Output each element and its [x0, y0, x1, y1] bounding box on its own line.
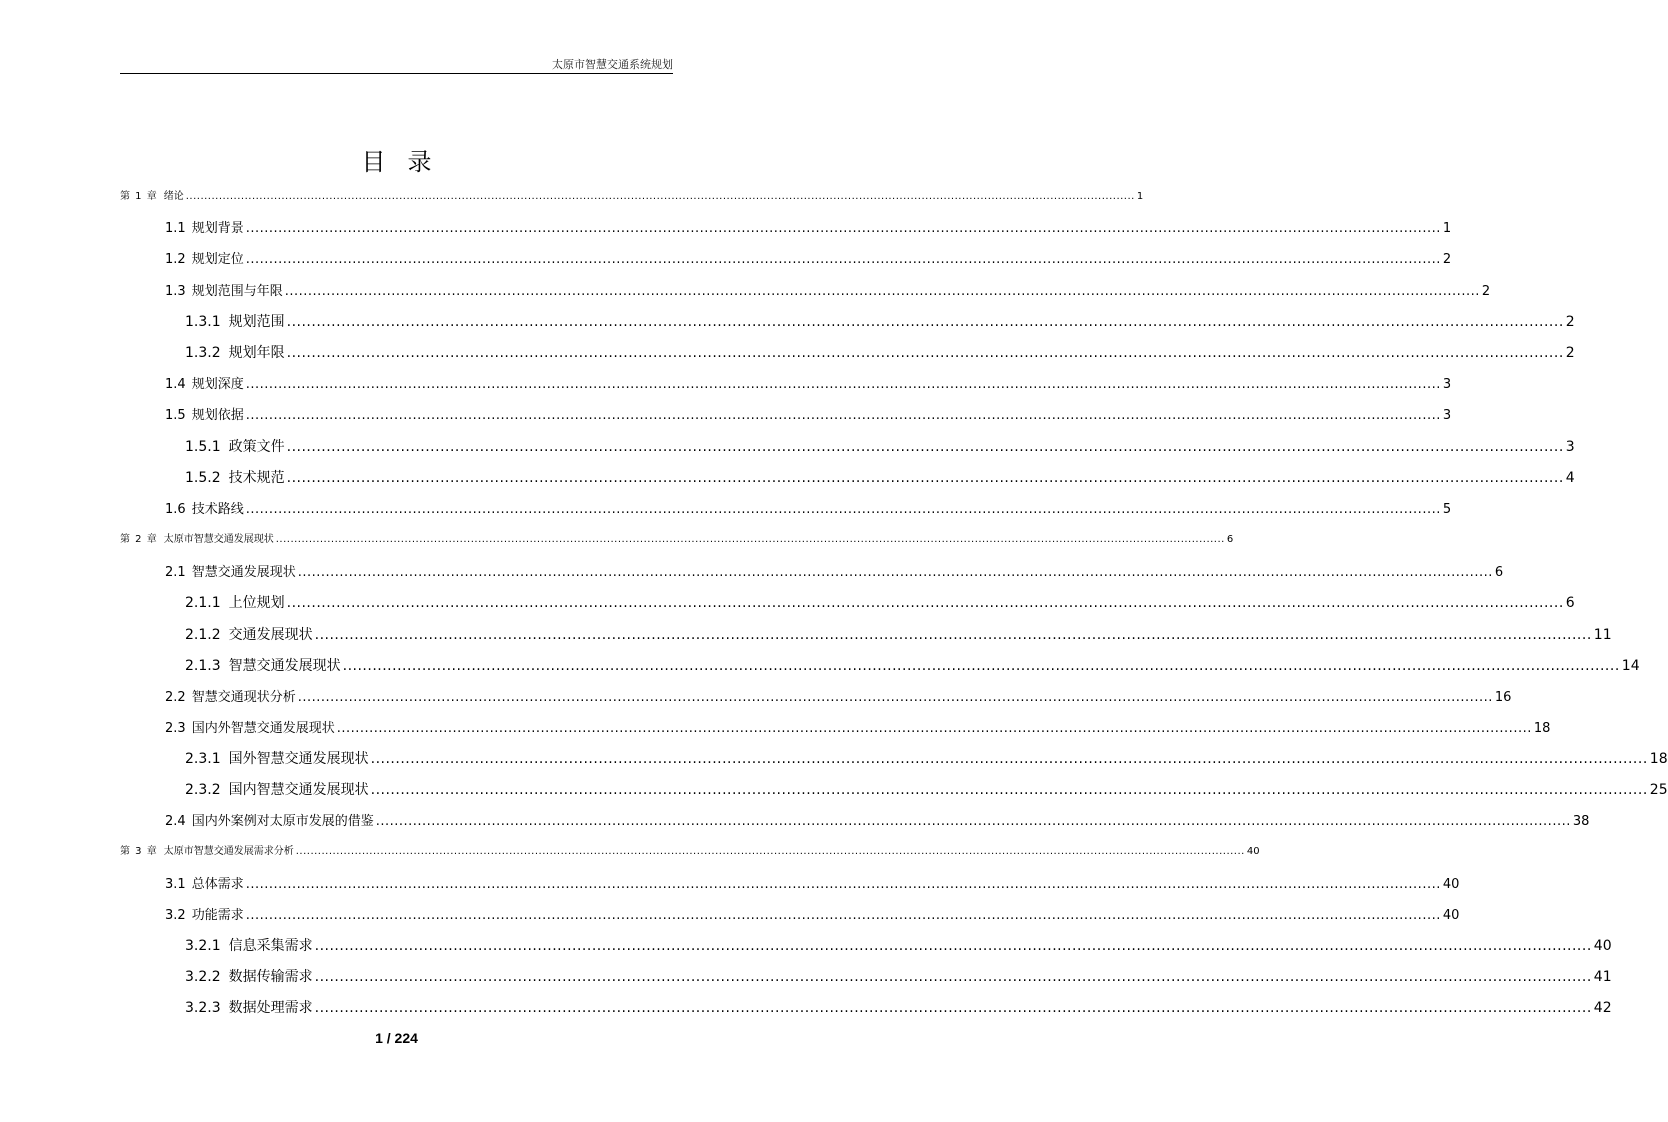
toc-entry[interactable]	[165, 717, 1551, 736]
toc-dot-leader: ..................................................................................................................................................................................................................................................................	[314, 627, 1592, 643]
toc-entry-label: 国内外智慧交通发展现状	[191, 721, 335, 736]
toc-dot-leader: ..................................................................................................................................................................................................................................................................	[370, 782, 1648, 798]
toc-entry-label: 国内外案例对太原市发展的借鉴	[191, 814, 374, 829]
toc-entry-page: 2	[1565, 314, 1575, 330]
toc-entry-label: 信息采集需求	[228, 938, 313, 954]
toc-entry-page: 16	[1494, 690, 1512, 705]
toc-entry-label: 上位规划	[228, 595, 285, 611]
toc-dot-leader: ..................................................................................................................................................................................................................................................................	[375, 814, 1571, 829]
toc-entry-number: 3.2.3	[185, 1000, 221, 1016]
toc-entry-label: 国外智慧交通发展现状	[228, 751, 369, 767]
toc-entry[interactable]	[165, 810, 1590, 829]
toc-entry-number: 1.5	[165, 408, 186, 423]
toc-dot-leader: ..................................................................................................................................................................................................................................................................	[245, 408, 1441, 423]
toc-entry-number: 2.3.2	[185, 782, 221, 798]
toc-entry-number: 3.2.2	[185, 969, 221, 985]
toc-entry[interactable]	[185, 997, 1612, 1017]
toc-entry[interactable]	[165, 404, 1452, 423]
toc-entry[interactable]	[165, 873, 1460, 892]
toc-entry-page: 18	[1649, 751, 1668, 767]
toc-entry-number: 2.3.1	[185, 751, 221, 767]
toc-entry-label: 数据处理需求	[228, 1000, 313, 1016]
toc-entry-number: 1.2	[165, 252, 186, 267]
toc-entry-label: 智慧交通发展现状	[228, 658, 341, 674]
toc-entry-number: 1.3.1	[185, 314, 221, 330]
toc-entry-label: 规划背景	[191, 221, 244, 236]
toc-dot-leader: ..................................................................................................................................................................................................................................................................	[370, 751, 1648, 767]
toc-dot-leader: ..................................................................................................................................................................................................................................................................	[342, 658, 1620, 674]
toc-entry-number: 2.1.3	[185, 658, 221, 674]
toc-entry-label: 规划年限	[228, 345, 285, 361]
toc-entry-number: 2.2	[165, 690, 186, 705]
toc-entry-page: 40	[1593, 938, 1612, 954]
toc-entry[interactable]	[165, 280, 1491, 299]
toc-entry[interactable]	[185, 342, 1575, 362]
toc-entry-page: 6	[1494, 565, 1504, 580]
toc-entry[interactable]	[165, 498, 1452, 517]
toc-entry-page: 3	[1565, 439, 1575, 455]
toc-entry[interactable]	[185, 748, 1668, 768]
running-header: 太原市智慧交通系统规划	[552, 58, 673, 71]
toc-dot-leader: ..................................................................................................................................................................................................................................................................	[336, 721, 1532, 736]
toc-dot-leader: ..................................................................................................................................................................................................................................................................	[275, 534, 1225, 545]
toc-entry-number: 1.3	[165, 284, 186, 299]
toc-entry-label: 太原市智慧交通发展需求分析	[163, 846, 294, 857]
toc-entry-page: 6	[1565, 595, 1575, 611]
page-indicator: 1 / 224	[375, 1030, 418, 1046]
toc-entry-label: 规划依据	[191, 408, 244, 423]
toc-entry-label: 数据传输需求	[228, 969, 313, 985]
toc-dot-leader: ..................................................................................................................................................................................................................................................................	[295, 846, 1245, 857]
toc-entry-page: 38	[1572, 814, 1590, 829]
toc-entry[interactable]	[185, 935, 1612, 955]
toc-entry-page: 2	[1565, 345, 1575, 361]
toc-entry-page: 3	[1442, 377, 1452, 392]
toc-entry[interactable]	[120, 187, 1144, 202]
toc-entry[interactable]	[185, 436, 1575, 456]
toc-entry-page: 11	[1593, 627, 1612, 643]
toc-dot-leader: ..................................................................................................................................................................................................................................................................	[286, 345, 1564, 361]
toc-title: 目录	[361, 148, 454, 176]
toc-entry-label: 总体需求	[191, 877, 244, 892]
toc-entry-label: 技术规范	[228, 470, 285, 486]
toc-dot-leader: ..................................................................................................................................................................................................................................................................	[314, 1000, 1592, 1016]
toc-dot-leader: ..................................................................................................................................................................................................................................................................	[245, 252, 1441, 267]
toc-entry-number: 3.1	[165, 877, 186, 892]
toc-entry-page: 25	[1649, 782, 1668, 798]
toc-entry[interactable]	[120, 530, 1234, 545]
toc-entry-page: 40	[1246, 846, 1260, 857]
toc-entry-number: 1.6	[165, 502, 186, 517]
toc-entry-number: 2.1.2	[185, 627, 221, 643]
toc-entry-page: 6	[1226, 534, 1234, 545]
toc-entry-label: 智慧交通发展现状	[191, 565, 296, 580]
toc-entry-page: 1	[1442, 221, 1452, 236]
toc-entry-number: 第 1 章	[120, 191, 158, 202]
toc-entry-number: 2.4	[165, 814, 186, 829]
toc-dot-leader: ..................................................................................................................................................................................................................................................................	[286, 439, 1564, 455]
toc-entry[interactable]	[165, 561, 1504, 580]
toc-entry-label: 技术路线	[191, 502, 244, 517]
toc-entry-page: 2	[1481, 284, 1491, 299]
toc-entry[interactable]	[165, 904, 1460, 923]
toc-entry[interactable]	[185, 624, 1612, 644]
toc-entry-number: 2.1	[165, 565, 186, 580]
toc-dot-leader: ..................................................................................................................................................................................................................................................................	[286, 595, 1564, 611]
toc-entry-page: 42	[1593, 1000, 1612, 1016]
toc-entry-number: 3.2.1	[185, 938, 221, 954]
toc-entry[interactable]	[185, 592, 1575, 612]
toc-entry-label: 规划定位	[191, 252, 244, 267]
toc-entry-page: 2	[1442, 252, 1452, 267]
toc-entry[interactable]	[165, 373, 1452, 392]
toc-entry[interactable]	[165, 217, 1452, 236]
toc-dot-leader: ..................................................................................................................................................................................................................................................................	[284, 284, 1480, 299]
toc-entry-label: 规划深度	[191, 377, 244, 392]
toc-entry[interactable]	[165, 686, 1512, 705]
toc-entry-page: 14	[1621, 658, 1640, 674]
toc-entry-page: 41	[1593, 969, 1612, 985]
toc-entry[interactable]	[185, 655, 1640, 675]
toc-dot-leader: ..................................................................................................................................................................................................................................................................	[286, 314, 1564, 330]
toc-entry-number: 3.2	[165, 908, 186, 923]
toc-entry-number: 2.1.1	[185, 595, 221, 611]
toc-entry[interactable]	[185, 311, 1575, 331]
toc-entry-label: 功能需求	[191, 908, 244, 923]
toc-dot-leader: ..................................................................................................................................................................................................................................................................	[314, 969, 1592, 985]
toc-dot-leader: ..................................................................................................................................................................................................................................................................	[245, 377, 1441, 392]
toc-entry-label: 智慧交通现状分析	[191, 690, 296, 705]
toc-entry[interactable]	[185, 779, 1668, 799]
toc-entry-label: 国内智慧交通发展现状	[228, 782, 369, 798]
toc-entry-label: 绪论	[163, 191, 184, 202]
toc-entry-number: 第 2 章	[120, 534, 158, 545]
toc-entry-number: 1.1	[165, 221, 186, 236]
toc-entry-page: 40	[1442, 908, 1460, 923]
toc-entry-number: 1.5.1	[185, 439, 221, 455]
toc-entry-number: 2.3	[165, 721, 186, 736]
toc-entry-label: 规划范围	[228, 314, 285, 330]
toc-dot-leader: ..................................................................................................................................................................................................................................................................	[297, 690, 1493, 705]
toc-dot-leader: ..................................................................................................................................................................................................................................................................	[245, 221, 1441, 236]
toc-entry-number: 1.4	[165, 377, 186, 392]
toc-dot-leader: ..................................................................................................................................................................................................................................................................	[314, 938, 1592, 954]
toc-dot-leader: ..................................................................................................................................................................................................................................................................	[245, 908, 1441, 923]
toc-entry-number: 1.5.2	[185, 470, 221, 486]
toc-dot-leader: ..................................................................................................................................................................................................................................................................	[245, 502, 1441, 517]
toc-entry-page: 40	[1442, 877, 1460, 892]
toc-entry-page: 4	[1565, 470, 1575, 486]
toc-entry-page: 5	[1442, 502, 1452, 517]
toc-entry[interactable]	[165, 248, 1452, 267]
toc-entry-number: 第 3 章	[120, 846, 158, 857]
toc-entry[interactable]	[120, 842, 1260, 857]
toc-entry-label: 政策文件	[228, 439, 285, 455]
toc-dot-leader: ..................................................................................................................................................................................................................................................................	[185, 191, 1135, 202]
toc-entry-label: 交通发展现状	[228, 627, 313, 643]
toc-entry[interactable]	[185, 467, 1575, 487]
toc-dot-leader: ..................................................................................................................................................................................................................................................................	[297, 565, 1493, 580]
toc-dot-leader: ..................................................................................................................................................................................................................................................................	[245, 877, 1441, 892]
toc-entry-number: 1.3.2	[185, 345, 221, 361]
toc-entry-page: 18	[1533, 721, 1551, 736]
toc-entry-page: 3	[1442, 408, 1452, 423]
toc-entry[interactable]	[185, 966, 1612, 986]
toc-dot-leader: ..................................................................................................................................................................................................................................................................	[286, 470, 1564, 486]
toc-entry-label: 太原市智慧交通发展现状	[163, 534, 274, 545]
toc-entry-page: 1	[1136, 191, 1144, 202]
toc-entry-label: 规划范围与年限	[191, 284, 283, 299]
